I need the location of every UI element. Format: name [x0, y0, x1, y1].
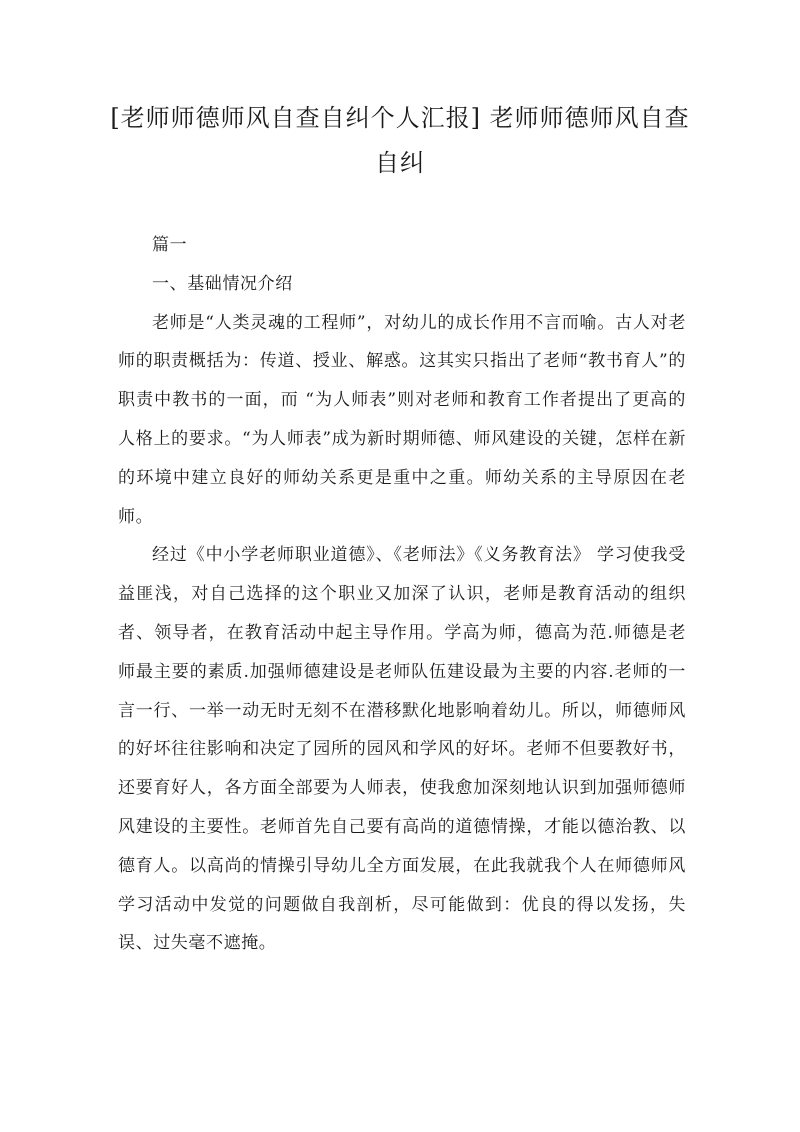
- document-title: [老师师德师风自查自纠个人汇报] 老师师德师风自查自纠: [110, 104, 690, 177]
- section-label: 篇一: [152, 235, 188, 255]
- body-paragraph-1: 老师是“人类灵魂的工程师”，对幼儿的成长作用不言而喻。古人对老师的职责概括为：传道、授业、解惑。这其实只指出了老师“教书育人”的职责中教书的一面，而 “为人师表”则对老师和教育工作者提出了更高的人格上的要求。“为人师表”成为新时期师德、师风建设的关键，怎样在新的环境中建立良好的师幼关系更是重中之重。师幼关系的主导原因在老师。: [118, 312, 686, 527]
- body-paragraph-2: 经过《中小学老师职业道德》、《老师法》《义务教育法》 学习使我受益匪浅，对自己选择的这个职业又加深了认识，老师是教育活动的组织者、领导者，在教育活动中起主导作用。学高为师，德高为范.师德是老师最主要的素质.加强师德建设是老师队伍建设最为主要的内容.老师的一言一行、一举一动无时无刻不在潜移默化地影响着幼儿。所以，师德师风的好坏往往影响和决定了园所的园风和学风的好坏。老师不但要教好书，还要育好人，各方面全部要为人师表，使我愈加深刻地认识到加强师德师风建设的主要性。老师首先自己要有高尚的道德情操，才能以德治教、以德育人。以高尚的情操引导幼儿全方面发展，在此我就我个人在师德师风学习活动中发觉的问题做自我剖析，尽可能做到：优良的得以发扬，失误、过失毫不遮掩。: [118, 545, 686, 954]
- document-body: [118, 226, 686, 963]
- section-subheading: 一、基础情况介绍: [152, 273, 293, 294]
